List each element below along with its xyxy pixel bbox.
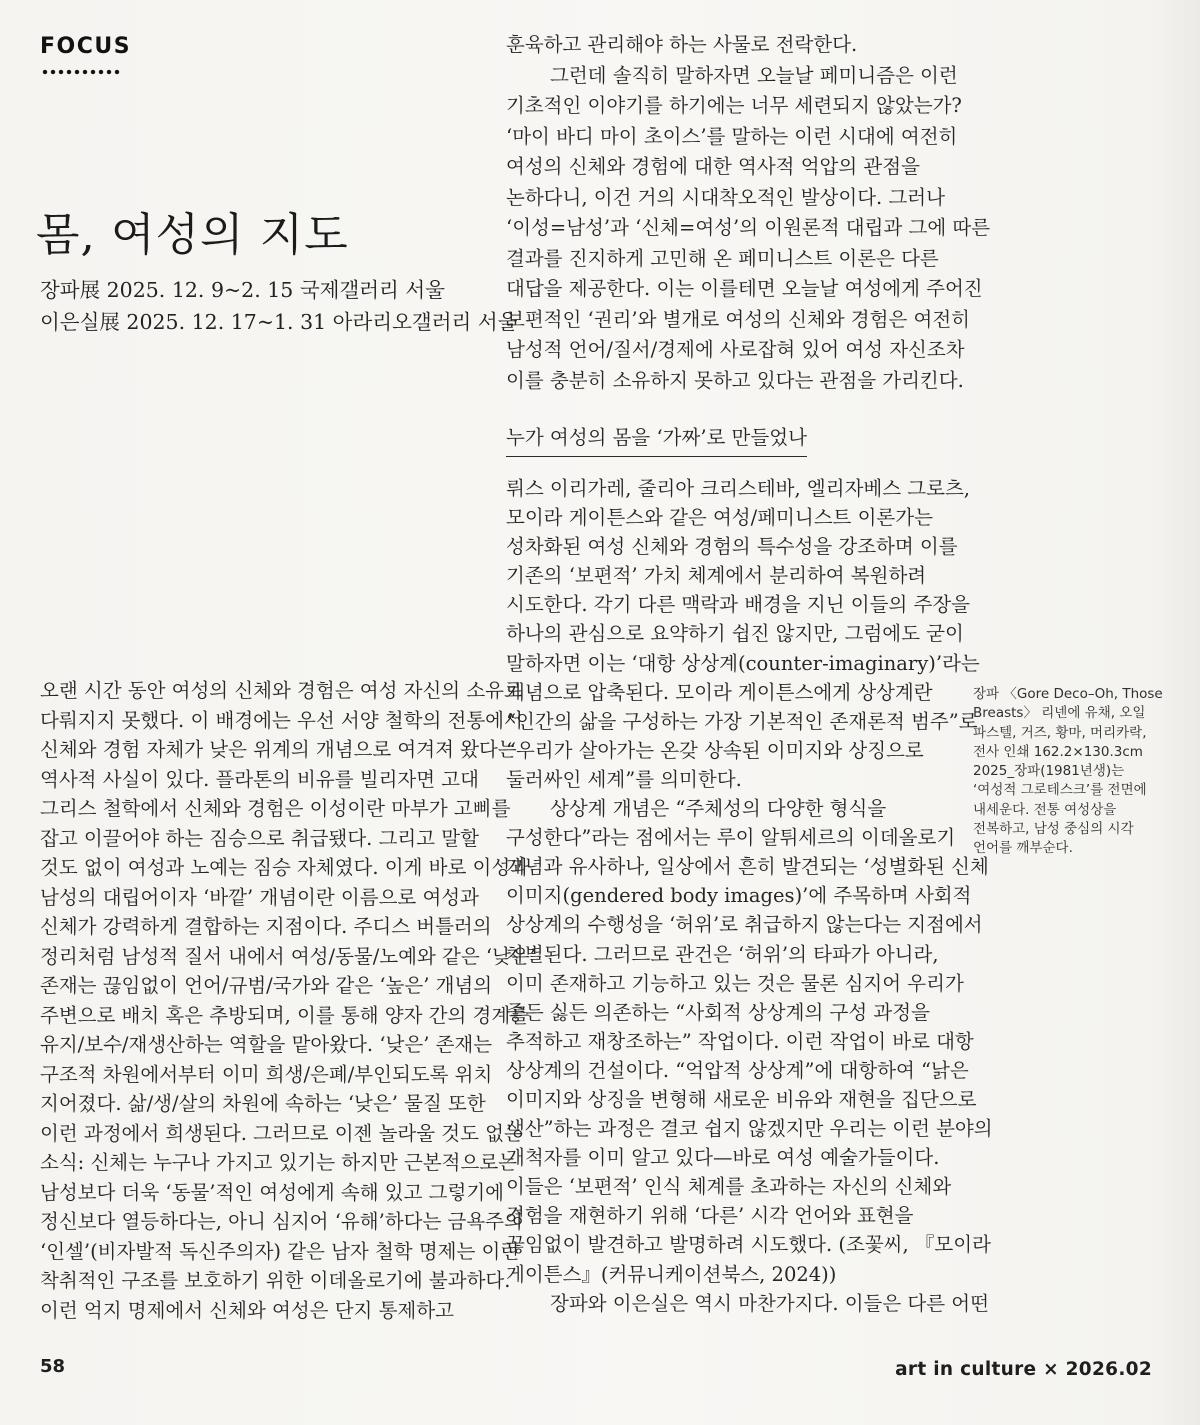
text-line: 전복하고, 남성 중심의 시각 (973, 821, 1134, 838)
text-line: 이런 억지 명제에서 신체와 여성은 단지 통제하고 (40, 1298, 454, 1322)
text-line: 오랜 시간 동안 여성의 신체와 경험은 여성 자신의 소유로 (40, 679, 523, 702)
section-heading-text: 누가 여성의 몸을 ‘가짜’로 만들었나 (506, 422, 807, 457)
text-line: 이들은 ‘보편적’ 인식 체계를 초과하는 자신의 신체와 (506, 1175, 952, 1199)
text-line: 착취적인 구조를 보호하기 위한 이데올로기에 불과하다. (40, 1269, 511, 1292)
text-line: 장파와 이은실은 역시 마찬가지다. 이들은 다른 어떤 (550, 1291, 989, 1315)
text-line: 잡고 이끌어야 하는 짐승으로 취급됐다. 그리고 말할 (40, 826, 479, 850)
text-line: 남성보다 더욱 ‘동물’적인 여성에게 속해 있고 그렇기에 (40, 1180, 505, 1204)
text-line: 개념과 유사하나, 일상에서 흔히 발견되는 ‘성별화된 신체 (506, 855, 989, 879)
text-line: ‘이성=남성’과 ‘신체=여성’의 이원론적 대립과 그에 따른 (506, 216, 991, 239)
text-line: 기존의 ‘보편적’ 가치 체계에서 분리하여 복원하려 (506, 564, 927, 588)
text-line: 남성의 대립어이자 ‘바깥’ 개념이란 이름으로 여성과 (40, 885, 479, 909)
text-line: 이은실展 2025. 12. 17~1. 31 아라리오갤러리 서울 (40, 310, 518, 334)
text-line: 모이라 게이튼스와 같은 여성/페미니스트 이론가는 (506, 506, 933, 530)
text-line: 개척자를 이미 알고 있다—바로 여성 예술가들이다. (506, 1146, 940, 1170)
text-line: 생산”하는 과정은 결코 쉽지 않겠지만 우리는 이런 분야의 (506, 1117, 993, 1141)
text-line: 성차화된 여성 신체와 경험의 특수성을 강조하며 이를 (506, 535, 958, 559)
article-title: 몸, 여성의 지도 (36, 208, 349, 261)
text-line: 신체가 강력하게 결합하는 지점이다. 주디스 버틀러의 (40, 915, 492, 938)
text-line: 뤼스 이리가레, 줄리아 크리스테바, 엘리자베스 그로츠, (506, 477, 971, 500)
text-line: 훈육하고 관리해야 하는 사물로 전락한다. (506, 33, 858, 56)
text-line: 시도한다. 각기 다른 맥락과 배경을 지닌 이들의 주장을 (506, 593, 971, 617)
text-line: 차별된다. 그러므로 관건은 ‘허위’의 타파가 아니라, (506, 942, 939, 966)
text-line: 신체와 경험 자체가 낮은 위계의 개념으로 여겨져 왔다는 (40, 738, 517, 761)
body-text-right-column-top (506, 30, 991, 396)
text-line: 주변으로 배치 혹은 추방되며, 이를 통해 양자 간의 경계를 (40, 1003, 530, 1027)
text-line: 언어를 깨부순다. (973, 840, 1073, 857)
text-line: 이미지(gendered body images)’에 주목하며 사회적 (506, 884, 972, 908)
text-line: 그런데 솔직히 말하자면 오늘날 페미니즘은 이런 (550, 63, 958, 87)
text-line: 하나의 관심으로 요약하기 쉽진 않지만, 그럼에도 굳이 (506, 622, 964, 646)
text-line: 구성한다”라는 점에서는 루이 알튀세르의 이데올로기 (506, 826, 956, 850)
text-line: 이미지와 상징을 변형해 새로운 비유와 재현을 집단으로 (506, 1087, 977, 1111)
text-line: 파스텔, 거즈, 황마, 머리카락, (973, 724, 1147, 741)
text-line: 존재는 끊임없이 언어/규범/국가와 같은 ‘높은’ 개념의 (40, 974, 493, 997)
text-line: 좋든 싫든 의존하는 “사회적 상상계의 구성 과정을 (506, 1000, 930, 1024)
text-line: 장파展 2025. 12. 9~2. 15 국제갤러리 서울 (40, 278, 445, 302)
dotted-underline-decoration (42, 69, 122, 75)
text-line: “우리가 살아가는 온갖 상속된 이미지와 상징으로 (506, 738, 924, 762)
text-line: 말하자면 이는 ‘대항 상상계(counter-imaginary)’라는 (506, 651, 980, 675)
magazine-footer: art in culture × 2026.02 (895, 1359, 1152, 1380)
text-line: 상상계 개념은 “주체성의 다양한 형식을 (550, 797, 887, 821)
exhibition-info (40, 274, 517, 338)
text-line: 다뤄지지 못했다. 이 배경에는 우선 서양 철학의 전통에서 (40, 708, 523, 732)
text-line: 보편적인 ‘권리’와 별개로 여성의 신체와 경험은 여전히 (506, 307, 971, 331)
text-line: 논하다니, 이건 거의 시대착오적인 발상이다. 그러나 (506, 185, 945, 209)
text-line: 장파 〈Gore Deco–Oh, Those (973, 686, 1163, 702)
text-line: 전사 인쇄 162.2×130.3cm (973, 743, 1143, 760)
text-line: 남성적 언어/질서/경제에 사로잡혀 있어 여성 자신조차 (506, 338, 965, 361)
text-line: 내세운다. 전통 여성상을 (973, 801, 1117, 818)
text-line: 역사적 사실이 있다. 플라톤의 비유를 빌리자면 고대 (40, 767, 479, 791)
text-line: 여성의 신체와 경험에 대한 역사적 억압의 관점을 (506, 155, 920, 178)
text-line: “인간의 삶을 구성하는 가장 기본적인 존재론적 범주”로 (506, 709, 978, 733)
text-line: 이미 존재하고 기능하고 있는 것은 물론 심지어 우리가 (506, 971, 964, 995)
section-label: FOCUS (40, 34, 132, 59)
text-line: 게이튼스』(커뮤니케이션북스, 2024)) (506, 1262, 837, 1286)
text-line: 것도 없이 여성과 노예는 짐승 자체였다. 이게 바로 이성과 (40, 856, 530, 879)
text-line: 정리처럼 남성적 질서 내에서 여성/동물/노예와 같은 ‘낮은’ (40, 944, 536, 968)
page-number: 58 (40, 1356, 66, 1377)
text-line: Breasts〉 리넨에 유채, 오일 (973, 705, 1146, 722)
artwork-caption (973, 685, 1178, 859)
text-line: ‘마이 바디 마이 초이스’를 말하는 이런 시대에 여전히 (506, 124, 958, 148)
text-line: 2025_장파(1981년생)는 (973, 763, 1125, 780)
text-line: 상상계의 건설이다. “억압적 상상계”에 대항하여 “낡은 (506, 1058, 969, 1082)
text-line: 이런 과정에서 희생된다. 그러므로 이젠 놀라울 것도 없는 (40, 1121, 523, 1145)
text-line: 이를 충분히 소유하지 못하고 있다는 관점을 가리킨다. (506, 368, 964, 392)
text-line: 둘러싸인 세계”를 의미한다. (506, 767, 742, 791)
text-line: 개념으로 압축된다. 모이라 게이튼스에게 상상계란 (506, 680, 933, 704)
text-line: 결과를 진지하게 고민해 온 페미니스트 이론은 다른 (506, 246, 939, 270)
section-heading (506, 422, 807, 457)
text-line: 소식: 신체는 누구나 가지고 있기는 하지만 근본적으로는 (40, 1151, 518, 1174)
text-line: 그리스 철학에서 신체와 경험은 이성이란 마부가 고삐를 (40, 797, 511, 820)
text-line: 정신보다 열등하다는, 아니 심지어 ‘유해’하다는 금욕주의 (40, 1210, 523, 1233)
text-line: ‘여성적 그로테스크’를 전면에 (973, 782, 1147, 799)
body-text-right-column-bottom (506, 474, 993, 1318)
text-line: 유지/보수/재생산하는 역할을 맡아왔다. ‘낮은’ 존재는 (40, 1033, 493, 1056)
text-line: 경험을 재현하기 위해 ‘다른’ 시각 언어와 표현을 (506, 1204, 914, 1228)
text-line: 구조적 차원에서부터 이미 희생/은폐/부인되도록 위치 (40, 1062, 493, 1086)
text-line: ‘인셀’(비자발적 독신주의자) 같은 남자 철학 명제는 이런 (40, 1239, 520, 1263)
text-line: 끊임없이 발견하고 발명하려 시도했다. (조꽃씨, 『모이라 (506, 1233, 991, 1257)
text-line: 기초적인 이야기를 하기에는 너무 세련되지 않았는가? (506, 94, 962, 117)
text-line: 상상계의 수행성을 ‘허위’로 취급하지 않는다는 지점에서 (506, 913, 983, 937)
text-line: 추적하고 재창조하는” 작업이다. 이런 작업이 바로 대항 (506, 1029, 974, 1053)
body-text-left-column (40, 676, 536, 1325)
text-line: 대답을 제공한다. 이는 이를테면 오늘날 여성에게 주어진 (506, 277, 983, 300)
text-line: 지어졌다. 삶/생/살의 차원에 속하는 ‘낮은’ 물질 또한 (40, 1092, 486, 1115)
